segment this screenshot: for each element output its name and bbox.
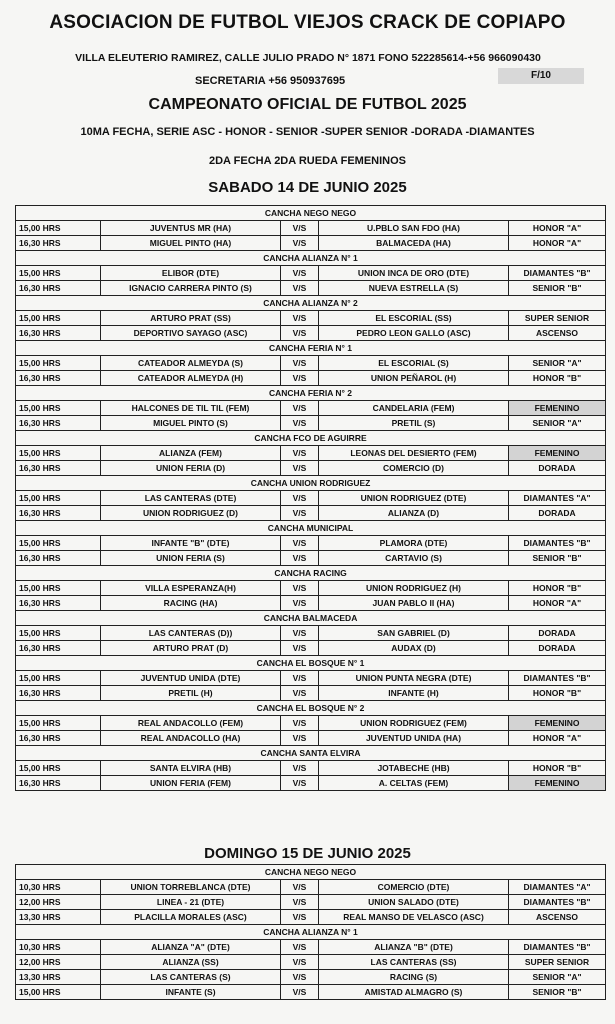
away-team: ALIANZA "B" (DTE) — [319, 940, 509, 955]
away-team: AMISTAD ALMAGRO (S) — [319, 985, 509, 1000]
away-team: REAL MANSO DE VELASCO (ASC) — [319, 910, 509, 925]
away-team: CARTAVIO (S) — [319, 551, 509, 566]
schedule-table-saturday — [15, 205, 606, 791]
versus-label: V/S — [281, 311, 319, 326]
match-category: HONOR "B" — [509, 581, 606, 596]
away-team: CANDELARIA (FEM) — [319, 401, 509, 416]
home-team: CATEADOR ALMEYDA (S) — [101, 356, 281, 371]
home-team: REAL ANDACOLLO (HA) — [101, 731, 281, 746]
versus-label: V/S — [281, 236, 319, 251]
match-row — [16, 281, 606, 296]
home-team: JUVENTUS MR (HA) — [101, 221, 281, 236]
match-category: SENIOR "B" — [509, 281, 606, 296]
away-team: RACING (S) — [319, 970, 509, 985]
versus-label: V/S — [281, 910, 319, 925]
match-category: DORADA — [509, 641, 606, 656]
match-time: 16,30 HRS — [16, 686, 101, 701]
versus-label: V/S — [281, 970, 319, 985]
day-title-saturday: SABADO 14 DE JUNIO 2025 — [208, 179, 407, 196]
match-row — [16, 221, 606, 236]
cancha-name: CANCHA EL BOSQUE N° 2 — [16, 701, 606, 716]
cancha-header-row — [16, 386, 606, 401]
match-time: 12,00 HRS — [16, 895, 101, 910]
match-category: HONOR "B" — [509, 371, 606, 386]
match-time: 15,00 HRS — [16, 491, 101, 506]
match-row — [16, 776, 606, 791]
cancha-name: CANCHA MUNICIPAL — [16, 521, 606, 536]
match-time: 16,30 HRS — [16, 506, 101, 521]
away-team: PEDRO LEON GALLO (ASC) — [319, 326, 509, 341]
cancha-name: CANCHA FERIA N° 1 — [16, 341, 606, 356]
match-row — [16, 731, 606, 746]
match-time: 15,00 HRS — [16, 401, 101, 416]
match-category: DIAMANTES "A" — [509, 491, 606, 506]
versus-label: V/S — [281, 416, 319, 431]
away-team: BALMACEDA (HA) — [319, 236, 509, 251]
versus-label: V/S — [281, 371, 319, 386]
match-category: ASCENSO — [509, 910, 606, 925]
match-time: 13,30 HRS — [16, 910, 101, 925]
match-row — [16, 416, 606, 431]
match-category: SENIOR "A" — [509, 356, 606, 371]
match-row — [16, 551, 606, 566]
versus-label: V/S — [281, 581, 319, 596]
match-time: 15,00 HRS — [16, 626, 101, 641]
match-category: DORADA — [509, 626, 606, 641]
cancha-name: CANCHA ALIANZA N° 1 — [16, 251, 606, 266]
match-category: SENIOR "B" — [509, 985, 606, 1000]
match-time: 15,00 HRS — [16, 266, 101, 281]
match-category: SUPER SENIOR — [509, 311, 606, 326]
match-row — [16, 446, 606, 461]
association-title: ASOCIACION DE FUTBOL VIEJOS CRACK DE COPIAPO — [49, 12, 566, 33]
home-team: PRETIL (H) — [101, 686, 281, 701]
match-category: SENIOR "B" — [509, 551, 606, 566]
versus-label: V/S — [281, 985, 319, 1000]
match-row — [16, 491, 606, 506]
home-team: INFANTE (S) — [101, 985, 281, 1000]
cancha-header-row — [16, 341, 606, 356]
cancha-header-row — [16, 656, 606, 671]
away-team: U.PBLO SAN FDO (HA) — [319, 221, 509, 236]
home-team: REAL ANDACOLLO (FEM) — [101, 716, 281, 731]
match-row — [16, 461, 606, 476]
match-time: 16,30 HRS — [16, 236, 101, 251]
match-category: HONOR "A" — [509, 731, 606, 746]
home-team: UNION FERIA (FEM) — [101, 776, 281, 791]
home-team: UNION FERIA (D) — [101, 461, 281, 476]
match-time: 15,00 HRS — [16, 761, 101, 776]
match-time: 15,00 HRS — [16, 311, 101, 326]
cancha-name: CANCHA FCO DE AGUIRRE — [16, 431, 606, 446]
away-team: COMERCIO (DTE) — [319, 880, 509, 895]
versus-label: V/S — [281, 686, 319, 701]
match-category: HONOR "B" — [509, 761, 606, 776]
address-line: VILLA ELEUTERIO RAMIREZ, CALLE JULIO PRADO N° 1871 FONO 522285614-+56 966090430 — [75, 52, 541, 64]
away-team: LEONAS DEL DESIERTO (FEM) — [319, 446, 509, 461]
cancha-header-row — [16, 701, 606, 716]
cancha-header-row — [16, 431, 606, 446]
cancha-header-row — [16, 251, 606, 266]
match-time: 10,30 HRS — [16, 880, 101, 895]
versus-label: V/S — [281, 401, 319, 416]
day-title-sunday: DOMINGO 15 DE JUNIO 2025 — [204, 845, 411, 862]
home-team: ALIANZA (SS) — [101, 955, 281, 970]
cancha-header-row — [16, 746, 606, 761]
versus-label: V/S — [281, 955, 319, 970]
versus-label: V/S — [281, 626, 319, 641]
away-team: UNION RODRIGUEZ (FEM) — [319, 716, 509, 731]
championship-title: CAMPEONATO OFICIAL DE FUTBOL 2025 — [148, 96, 467, 113]
home-team: RACING (HA) — [101, 596, 281, 611]
versus-label: V/S — [281, 596, 319, 611]
versus-label: V/S — [281, 716, 319, 731]
home-team: IGNACIO CARRERA PINTO (S) — [101, 281, 281, 296]
match-time: 16,30 HRS — [16, 281, 101, 296]
match-time: 12,00 HRS — [16, 955, 101, 970]
match-row — [16, 940, 606, 955]
cancha-header-row — [16, 476, 606, 491]
match-category: HONOR "A" — [509, 236, 606, 251]
match-category: DIAMANTES "B" — [509, 940, 606, 955]
home-team: ARTURO PRAT (D) — [101, 641, 281, 656]
match-row — [16, 326, 606, 341]
match-row — [16, 895, 606, 910]
match-category: FEMENINO — [509, 776, 606, 791]
femenino-line: 2DA FECHA 2DA RUEDA FEMENINOS — [209, 155, 406, 167]
match-row — [16, 266, 606, 281]
cancha-header-row — [16, 566, 606, 581]
cancha-name: CANCHA RACING — [16, 566, 606, 581]
away-team: COMERCIO (D) — [319, 461, 509, 476]
match-row — [16, 880, 606, 895]
away-team: EL ESCORIAL (SS) — [319, 311, 509, 326]
home-team: JUVENTUD UNIDA (DTE) — [101, 671, 281, 686]
match-category: HONOR "A" — [509, 221, 606, 236]
match-row — [16, 371, 606, 386]
home-team: ELIBOR (DTE) — [101, 266, 281, 281]
match-time: 15,00 HRS — [16, 356, 101, 371]
match-time: 16,30 HRS — [16, 371, 101, 386]
versus-label: V/S — [281, 776, 319, 791]
match-category: DIAMANTES "B" — [509, 536, 606, 551]
match-row — [16, 356, 606, 371]
secretaria-phone: SECRETARIA +56 950937695 — [195, 75, 346, 87]
versus-label: V/S — [281, 761, 319, 776]
match-row — [16, 955, 606, 970]
versus-label: V/S — [281, 536, 319, 551]
cancha-name: CANCHA ALIANZA N° 1 — [16, 925, 606, 940]
match-row — [16, 401, 606, 416]
match-row — [16, 686, 606, 701]
versus-label: V/S — [281, 506, 319, 521]
match-row — [16, 716, 606, 731]
away-team: UNION RODRIGUEZ (H) — [319, 581, 509, 596]
match-time: 15,00 HRS — [16, 985, 101, 1000]
home-team: LAS CANTERAS (D)) — [101, 626, 281, 641]
match-row — [16, 536, 606, 551]
match-row — [16, 671, 606, 686]
cancha-name: CANCHA NEGO NEGO — [16, 206, 606, 221]
away-team: JOTABECHE (HB) — [319, 761, 509, 776]
home-team: ARTURO PRAT (SS) — [101, 311, 281, 326]
match-time: 15,00 HRS — [16, 671, 101, 686]
match-category: DIAMANTES "B" — [509, 671, 606, 686]
match-time: 16,30 HRS — [16, 551, 101, 566]
versus-label: V/S — [281, 266, 319, 281]
match-row — [16, 626, 606, 641]
match-category: HONOR "B" — [509, 686, 606, 701]
versus-label: V/S — [281, 356, 319, 371]
versus-label: V/S — [281, 491, 319, 506]
away-team: ALIANZA (D) — [319, 506, 509, 521]
cancha-name: CANCHA SANTA ELVIRA — [16, 746, 606, 761]
match-time: 15,00 HRS — [16, 581, 101, 596]
match-time: 15,00 HRS — [16, 446, 101, 461]
away-team: UNION PUNTA NEGRA (DTE) — [319, 671, 509, 686]
match-time: 15,00 HRS — [16, 536, 101, 551]
away-team: EL ESCORIAL (S) — [319, 356, 509, 371]
cancha-name: CANCHA ALIANZA N° 2 — [16, 296, 606, 311]
match-category: SUPER SENIOR — [509, 955, 606, 970]
cancha-header-row — [16, 521, 606, 536]
versus-label: V/S — [281, 281, 319, 296]
match-row — [16, 581, 606, 596]
match-time: 16,30 HRS — [16, 731, 101, 746]
away-team: PRETIL (S) — [319, 416, 509, 431]
match-time: 10,30 HRS — [16, 940, 101, 955]
home-team: LAS CANTERAS (S) — [101, 970, 281, 985]
match-category: ASCENSO — [509, 326, 606, 341]
match-time: 13,30 HRS — [16, 970, 101, 985]
cancha-header-row — [16, 296, 606, 311]
away-team: A. CELTAS (FEM) — [319, 776, 509, 791]
away-team: SAN GABRIEL (D) — [319, 626, 509, 641]
match-row — [16, 506, 606, 521]
home-team: UNION RODRIGUEZ (D) — [101, 506, 281, 521]
match-category: SENIOR "A" — [509, 970, 606, 985]
home-team: PLACILLA MORALES (ASC) — [101, 910, 281, 925]
home-team: INFANTE "B" (DTE) — [101, 536, 281, 551]
home-team: HALCONES DE TIL TIL (FEM) — [101, 401, 281, 416]
cancha-header-row — [16, 206, 606, 221]
away-team: UNION INCA DE ORO (DTE) — [319, 266, 509, 281]
match-row — [16, 236, 606, 251]
match-category: HONOR "A" — [509, 596, 606, 611]
match-category: DIAMANTES "B" — [509, 266, 606, 281]
home-team: LINEA - 21 (DTE) — [101, 895, 281, 910]
away-team: AUDAX (D) — [319, 641, 509, 656]
versus-label: V/S — [281, 940, 319, 955]
match-time: 16,30 HRS — [16, 416, 101, 431]
home-team: VILLA ESPERANZA(H) — [101, 581, 281, 596]
versus-label: V/S — [281, 461, 319, 476]
match-category: DIAMANTES "B" — [509, 895, 606, 910]
match-category: FEMENINO — [509, 401, 606, 416]
match-time: 16,30 HRS — [16, 461, 101, 476]
match-row — [16, 761, 606, 776]
match-time: 16,30 HRS — [16, 596, 101, 611]
home-team: UNION TORREBLANCA (DTE) — [101, 880, 281, 895]
cancha-header-row — [16, 611, 606, 626]
match-category: SENIOR "A" — [509, 416, 606, 431]
match-category: DIAMANTES "A" — [509, 880, 606, 895]
match-time: 16,30 HRS — [16, 326, 101, 341]
versus-label: V/S — [281, 641, 319, 656]
match-row — [16, 910, 606, 925]
versus-label: V/S — [281, 221, 319, 236]
cancha-name: CANCHA UNION RODRIGUEZ — [16, 476, 606, 491]
home-team: LAS CANTERAS (DTE) — [101, 491, 281, 506]
home-team: SANTA ELVIRA (HB) — [101, 761, 281, 776]
match-time: 15,00 HRS — [16, 221, 101, 236]
versus-label: V/S — [281, 895, 319, 910]
away-team: JUAN PABLO II (HA) — [319, 596, 509, 611]
versus-label: V/S — [281, 880, 319, 895]
cancha-name: CANCHA NEGO NEGO — [16, 865, 606, 880]
match-category: DORADA — [509, 461, 606, 476]
versus-label: V/S — [281, 551, 319, 566]
cancha-name: CANCHA BALMACEDA — [16, 611, 606, 626]
match-row — [16, 985, 606, 1000]
match-category: FEMENINO — [509, 446, 606, 461]
match-row — [16, 311, 606, 326]
away-team: PLAMORA (DTE) — [319, 536, 509, 551]
match-time: 16,30 HRS — [16, 641, 101, 656]
away-team: LAS CANTERAS (SS) — [319, 955, 509, 970]
away-team: UNION SALADO (DTE) — [319, 895, 509, 910]
cancha-header-row — [16, 865, 606, 880]
home-team: DEPORTIVO SAYAGO (ASC) — [101, 326, 281, 341]
cancha-header-row — [16, 925, 606, 940]
away-team: UNION RODRIGUEZ (DTE) — [319, 491, 509, 506]
series-line: 10MA FECHA, SERIE ASC - HONOR - SENIOR -SUPER SENIOR -DORADA -DIAMANTES — [80, 126, 535, 138]
match-row — [16, 641, 606, 656]
match-time: 15,00 HRS — [16, 716, 101, 731]
away-team: INFANTE (H) — [319, 686, 509, 701]
schedule-table-sunday — [15, 864, 606, 1000]
match-category: DORADA — [509, 506, 606, 521]
versus-label: V/S — [281, 731, 319, 746]
home-team: MIGUEL PINTO (HA) — [101, 236, 281, 251]
match-category: FEMENINO — [509, 716, 606, 731]
away-team: UNION PEÑAROL (H) — [319, 371, 509, 386]
home-team: ALIANZA "A" (DTE) — [101, 940, 281, 955]
versus-label: V/S — [281, 671, 319, 686]
home-team: CATEADOR ALMEYDA (H) — [101, 371, 281, 386]
away-team: NUEVA ESTRELLA (S) — [319, 281, 509, 296]
versus-label: V/S — [281, 446, 319, 461]
home-team: ALIANZA (FEM) — [101, 446, 281, 461]
away-team: JUVENTUD UNIDA (HA) — [319, 731, 509, 746]
cancha-name: CANCHA FERIA N° 2 — [16, 386, 606, 401]
folio-badge: F/10 — [498, 68, 584, 84]
home-team: MIGUEL PINTO (S) — [101, 416, 281, 431]
match-row — [16, 596, 606, 611]
match-row — [16, 970, 606, 985]
match-time: 16,30 HRS — [16, 776, 101, 791]
versus-label: V/S — [281, 326, 319, 341]
cancha-name: CANCHA EL BOSQUE N° 1 — [16, 656, 606, 671]
home-team: UNION FERIA (S) — [101, 551, 281, 566]
